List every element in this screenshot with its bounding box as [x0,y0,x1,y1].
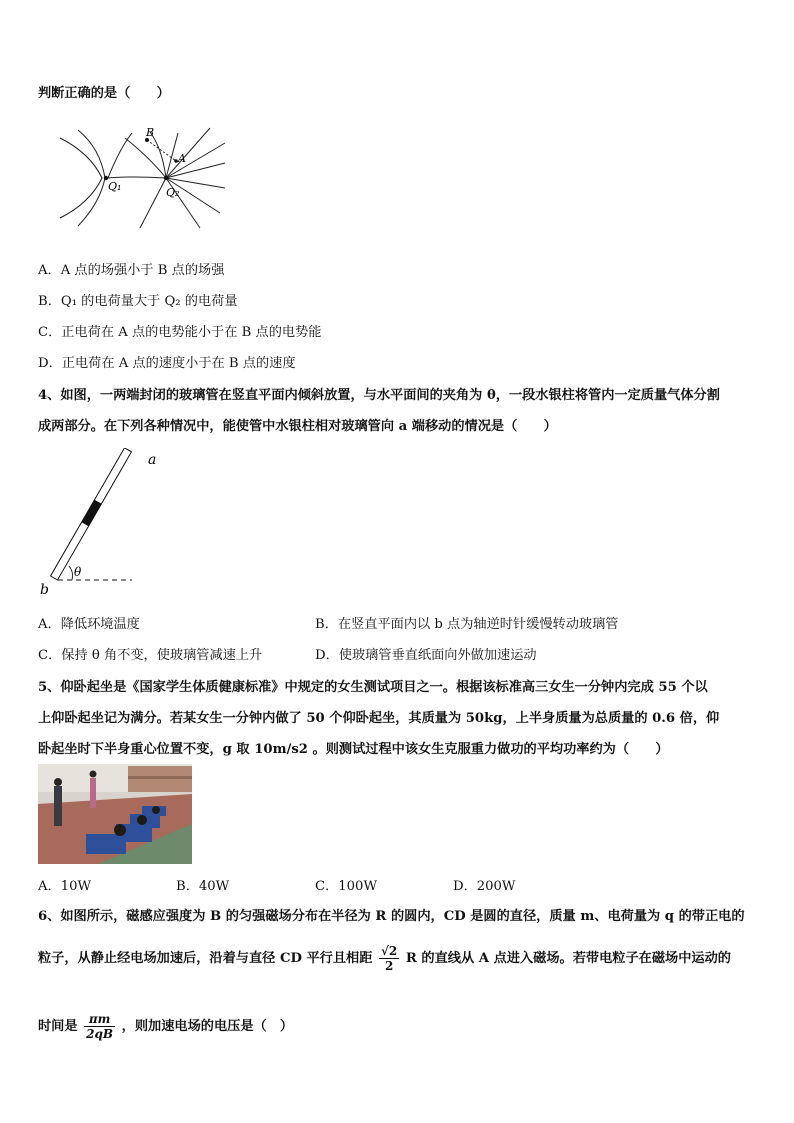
q6-fraction-sqrt2-over-2 [379,944,399,973]
q6-frac2-numerator: πm [84,1012,115,1027]
q4-figure-label-a: a [148,452,157,468]
q5-stem-line2: 上仰卧起坐记为满分。若某女生一分钟内做了 50 个仰卧起坐，其质量为 50kg，上半身质量为总质量的 0.6 倍，仰 [38,711,720,726]
q3-figure-label-q1: Q₁ [108,180,122,193]
q6-stem-line1: 6、如图所示，磁感应强度为 B 的匀强磁场分布在半径为 R 的圆内，CD 是圆的直径，质量 m、电荷量为 q 的带正电的 [38,909,745,924]
q4-option-a: A．降低环境温度 [38,617,140,632]
q6-line2-post: R 的直线从 A 点进入磁场。若带电粒子在磁场中运动的 [405,951,731,966]
q3-option-b: B．Q₁ 的电荷量大于 Q₂ 的电荷量 [38,294,238,309]
q3-figure-label-q2: Q₂ [166,186,180,199]
q5-situp-photo [38,764,192,864]
q5-option-c: C．100W [315,879,378,894]
q4-stem-line2: 成两部分。在下列各种情况中，能使管中水银柱相对玻璃管向 a 端移动的情况是（ ） [38,419,557,434]
q4-figure-label-theta: θ [74,565,82,579]
q6-frac2-denominator: 2qB [86,1027,114,1041]
q4-tube-figure [36,448,186,598]
q3-field-line-figure [50,118,250,238]
q6-frac1-denominator: 2 [384,959,394,973]
q4-option-d: D．使玻璃管垂直纸面向外做加速运动 [315,648,537,663]
q6-line3-pre: 时间是 [38,1019,78,1034]
q3-option-a: A．A 点的场强小于 B 点的场强 [38,263,225,278]
q3-figure-label-a: A [178,152,186,165]
q6-fraction-time [84,1012,115,1041]
q4-stem-line1: 4、如图，一两端封闭的玻璃管在竖直平面内倾斜放置，与水平面间的夹角为 θ，一段水银柱将管内一定质量气体分割 [38,388,720,403]
q6-stem-line2 [38,944,731,973]
q5-option-b: B．40W [176,879,230,894]
q3-option-c: C．正电荷在 A 点的电势能小于在 B 点的电势能 [38,325,322,340]
q6-stem-line3 [38,1012,293,1041]
q6-frac1-numerator: √2 [381,944,398,958]
q6-line2-pre: 粒子，从静止经电场加速后，沿着与直径 CD 平行且相距 [38,951,373,966]
q3-stem: 判断正确的是（ ） [38,86,170,101]
q4-option-c: C．保持 θ 角不变，使玻璃管减速上升 [38,648,263,663]
q5-stem-line3: 卧起坐时下半身重心位置不变，g 取 10m/s2 。则测试过程中该女生克服重力做功的平均功率约为（ ） [38,742,669,757]
q6-line3-post: ，则加速电场的电压是（ ） [121,1019,294,1034]
q3-option-d: D．正电荷在 A 点的速度小于在 B 点的速度 [38,356,296,371]
q3-figure-label-b: B [146,126,155,139]
q5-option-d: D．200W [453,879,516,894]
q4-figure-label-b: b [40,582,49,598]
q5-option-a: A．10W [38,879,92,894]
q4-option-b: B．在竖直平面内以 b 点为轴逆时针缓慢转动玻璃管 [315,617,619,632]
q5-stem-line1: 5、仰卧起坐是《国家学生体质健康标准》中规定的女生测试项目之一。根据该标准高三女生一分钟内完成 55 个以 [38,680,708,695]
